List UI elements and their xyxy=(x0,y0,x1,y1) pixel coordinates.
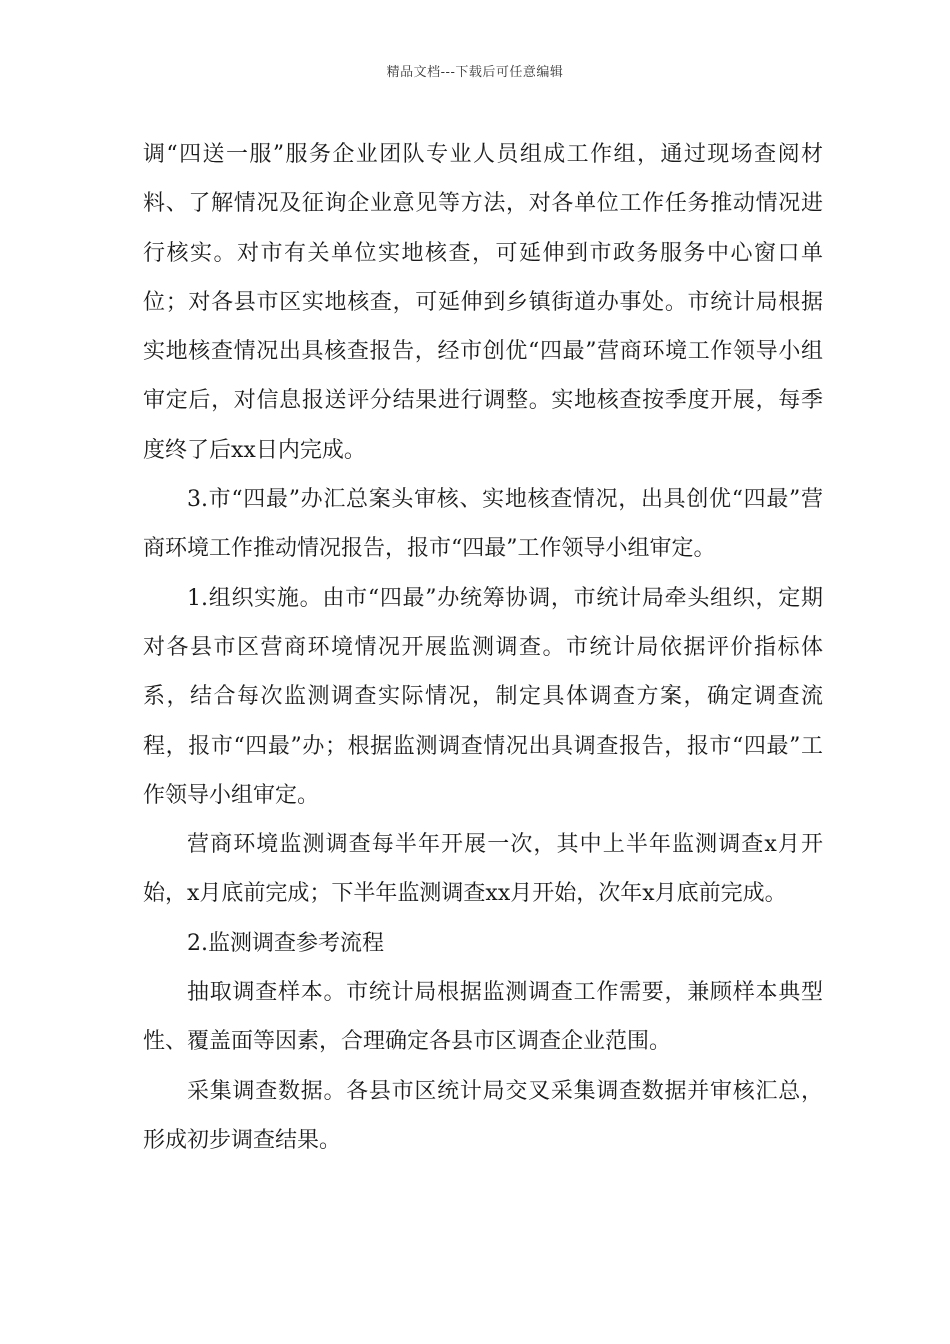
page-header: 精品文档---下载后可任意编辑 xyxy=(386,65,564,80)
paragraph-1: 调“四送一服”服务企业团队专业人员组成工作组，通过现场查阅材料、了解情况及征询企业意见等方法，对各单位工作任务推动情况进行核实。对市有关单位实地核查，可延伸到市政务服务中心窗口单位；对各县市区实地核查，可延伸到乡镇街道办事处。市统计局根据实地核查情况出具核查报告，经市创优“四最”营商环境工作领导小组审定后，对信息报送评分结果进行调整。实地核查按季度开展，每季度终了后xx日内完成。 xyxy=(143,142,823,463)
document-body xyxy=(143,130,823,1165)
paragraph-7: 采集调查数据。各县市区统计局交叉采集调查数据并审核汇总，形成初步调查结果。 xyxy=(143,1078,823,1153)
paragraph-5-heading: 2.监测调查参考流程 xyxy=(187,930,384,956)
paragraph-2: 3.市“四最”办汇总案头审核、实地核查情况，出具创优“四最”营商环境工作推动情况报告，报市“四最”工作领导小组审定。 xyxy=(143,487,823,562)
paragraph-4: 营商环境监测调查每半年开展一次，其中上半年监测调查x月开始，x月底前完成；下半年监测调查xx月开始，次年x月底前完成。 xyxy=(143,832,823,907)
paragraph-6: 抽取调查样本。市统计局根据监测调查工作需要，兼顾样本典型性、覆盖面等因素，合理确定各县市区调查企业范围。 xyxy=(143,980,823,1055)
paragraph-3: 1.组织实施。由市“四最”办统筹协调，市统计局牵头组织，定期对各县市区营商环境情况开展监测调查。市统计局依据评价指标体系，结合每次监测调查实际情况，制定具体调查方案，确定调查流程，报市“四最”办；根据监测调查情况出具调查报告，报市“四最”工作领导小组审定。 xyxy=(143,585,823,808)
